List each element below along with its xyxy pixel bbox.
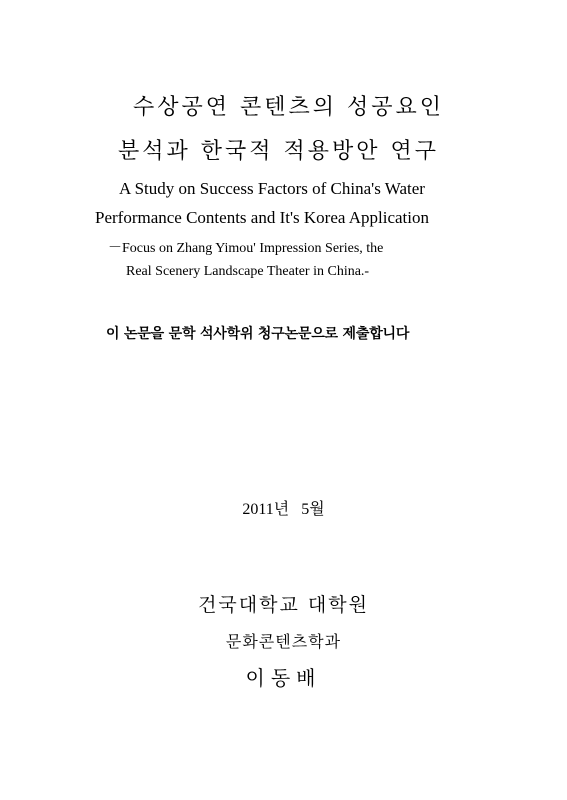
english-title-line-2: Performance Contents and It's Korea Application [95,208,429,227]
english-subtitle-line-2: Real Scenery Landscape Theater in China.- [126,264,370,279]
submission-month: 5월 [301,501,325,518]
submission-date [0,496,567,519]
author-name: 이동배 [245,666,322,690]
submission-year: 2011년 [242,501,290,518]
university-name: 건국대학교 대학원 [198,594,369,616]
degree-statement: 이 논문을 문학 석사학위 청구논문으로 제출합니다 [106,326,410,342]
department-name: 문화콘텐츠학과 [225,632,342,651]
korean-title-line-1: 수상공연 콘텐츠의 성공요인 [133,95,445,120]
english-title-line-1: A Study on Success Factors of China's Water [119,179,425,198]
korean-title-line-2: 분석과 한국적 적용방안 연구 [118,139,440,164]
english-subtitle-line-1: －Focus on Zhang Yimou' Impression Series, the [108,241,384,256]
